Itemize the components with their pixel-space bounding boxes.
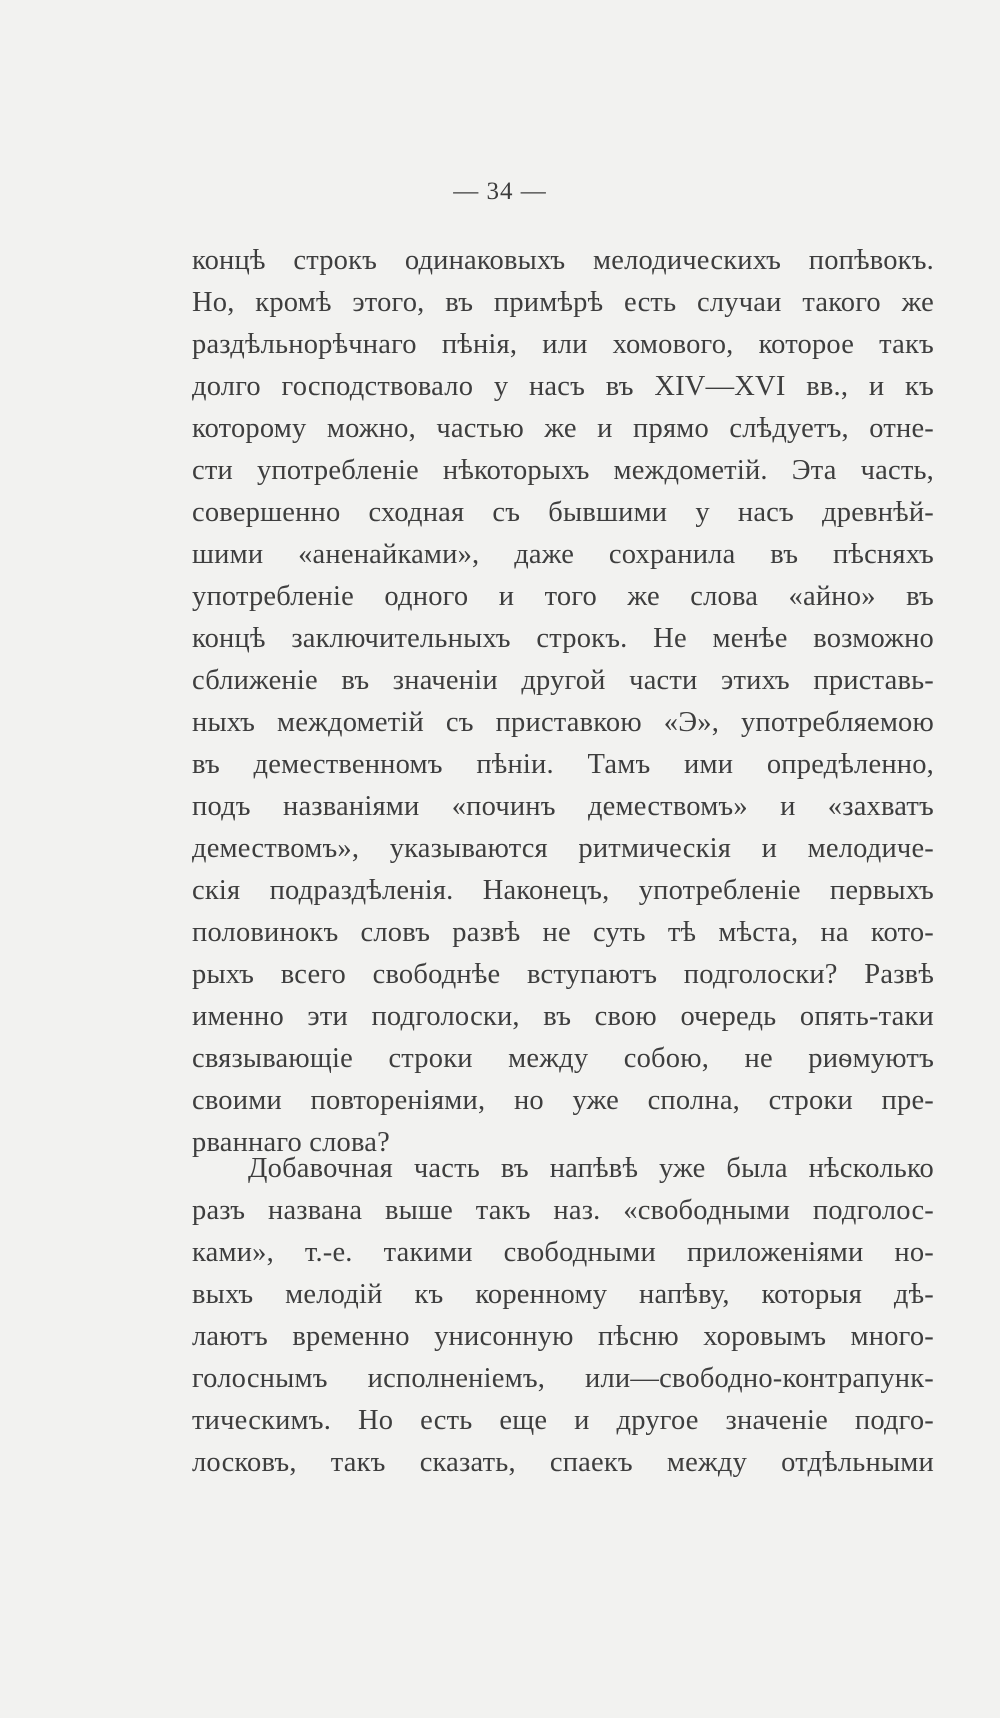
- text-line: долго господствовало у насъ въ XIV—XVI вв., и къ: [192, 371, 934, 402]
- text-line: своими повтореніями, но уже сполна, строки пре-: [192, 1085, 934, 1116]
- text-line: совершенно сходная съ бывшими у насъ древнѣй-: [192, 497, 934, 528]
- page-number: — 34 —: [453, 178, 547, 205]
- text-line: употребленіе одного и того же слова «айно» въ: [192, 581, 934, 612]
- text-line: половинокъ словъ развѣ не суть тѣ мѣста, на кото-: [192, 917, 934, 948]
- text-line: Но, кромѣ этого, въ примѣрѣ есть случаи такого же: [192, 287, 934, 318]
- text-line: ныхъ междометій съ приставкою «Э», употребляемою: [192, 707, 934, 738]
- text-line: выхъ мелодій къ коренному напѣву, которыя дѣ-: [192, 1279, 934, 1310]
- text-line: раздѣльнорѣчнаго пѣнія, или хомового, которое такъ: [192, 329, 934, 360]
- text-line: скія подраздѣленія. Наконецъ, употребленіе первыхъ: [192, 875, 934, 906]
- text-line: тическимъ. Но есть еще и другое значеніе подго-: [192, 1405, 934, 1436]
- text-line: рыхъ всего свободнѣе вступаютъ подголоски? Развѣ: [192, 959, 934, 990]
- text-line: которому можно, частью же и прямо слѣдуетъ, отне-: [192, 413, 934, 444]
- text-line: демествомъ», указываются ритмическія и мелодиче-: [192, 833, 934, 864]
- text-line: шими «аненайками», даже сохранила въ пѣсняхъ: [192, 539, 934, 570]
- text-line: разъ названа выше такъ наз. «свободными подголос-: [192, 1195, 934, 1226]
- text-line: лаютъ временно унисонную пѣсню хоровымъ много-: [192, 1321, 934, 1352]
- text-line: ками», т.-е. такими свободными приложеніями но-: [192, 1237, 934, 1268]
- text-line: подъ названіями «починъ демествомъ» и «захватъ: [192, 791, 934, 822]
- text-line: концѣ заключительныхъ строкъ. Не менѣе возможно: [192, 623, 934, 654]
- text-line: сти употребленіе нѣкоторыхъ междометій. Эта часть,: [192, 455, 934, 486]
- text-line: именно эти подголоски, въ свою очередь опять-таки: [192, 1001, 934, 1032]
- text-line: лосковъ, такъ сказать, спаекъ между отдѣльными: [192, 1447, 934, 1478]
- paragraph-2: [192, 1148, 934, 1484]
- text-line: въ демественномъ пѣніи. Тамъ ими опредѣленно,: [192, 749, 934, 780]
- text-line: сближеніе въ значеніи другой части этихъ приставь-: [192, 665, 934, 696]
- paragraph-1: [192, 240, 934, 1164]
- text-line: связывающіе строки между собою, не риѳмуютъ: [192, 1043, 934, 1074]
- text-line: концѣ строкъ одинаковыхъ мелодическихъ попѣвокъ.: [192, 245, 934, 276]
- text-line: голоснымъ исполненіемъ, или—свободно-контрапунк-: [192, 1363, 934, 1394]
- text-line: рваннаго слова?: [192, 1127, 390, 1158]
- text-line: Добавочная часть въ напѣвѣ уже была нѣсколько: [248, 1153, 934, 1184]
